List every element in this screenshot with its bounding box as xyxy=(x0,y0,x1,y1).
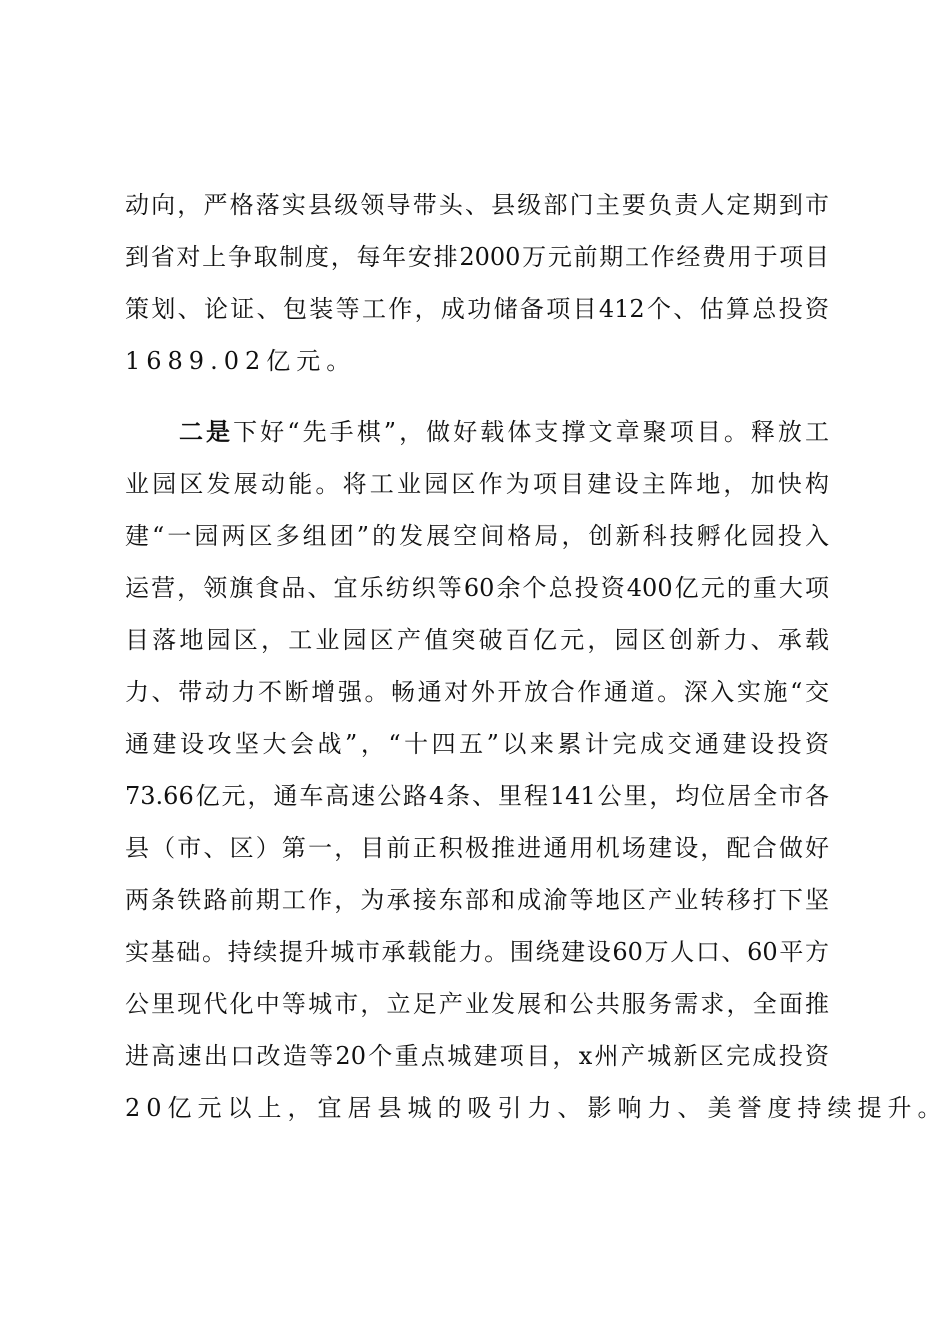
text-line: 业园区发展动能。将工业园区作为项目建设主阵地，加快构 xyxy=(125,470,829,498)
text-line: 目落地园区，工业园区产值突破百亿元，园区创新力、承载 xyxy=(125,626,829,654)
text-line: 策划、论证、包装等工作，成功储备项目412个、估算总投资 xyxy=(125,295,829,323)
text-line: 两条铁路前期工作，为承接东部和成渝等地区产业转移打下坚 xyxy=(125,886,829,914)
text-line-rest: 下好“先手棋”，做好载体支撑文章聚项目。释放工 xyxy=(233,418,829,446)
text-line: 73.66亿元，通车高速公路4条、里程141公里，均位居全市各 xyxy=(125,782,829,810)
document-page xyxy=(125,179,948,1134)
text-line: 县（市、区）第一，目前正积极推进通用机场建设，配合做好 xyxy=(125,834,829,862)
paragraph-2 xyxy=(125,406,948,1134)
text-line: 实基础。持续提升城市承载能力。围绕建设60万人口、60平方 xyxy=(125,938,829,966)
text-line: 到省对上争取制度，每年安排2000万元前期工作经费用于项目 xyxy=(125,243,829,271)
text-line: 建“一园两区多组团”的发展空间格局，创新科技孵化园投入 xyxy=(125,522,829,550)
text-line: 运营，领旗食品、宜乐纺织等60余个总投资400亿元的重大项 xyxy=(125,574,829,602)
text-line: 动向，严格落实县级领导带头、县级部门主要负责人定期到市 xyxy=(125,191,829,219)
text-line: 进高速出口改造等20个重点城建项目，x州产城新区完成投资 xyxy=(125,1042,829,1070)
paragraph-1 xyxy=(125,179,829,387)
paragraph-lead: 二是 xyxy=(179,417,234,446)
text-line: 公里现代化中等城市，立足产业发展和公共服务需求，全面推 xyxy=(125,990,829,1018)
text-line-first xyxy=(125,406,829,458)
text-line: 1689.02亿元。 xyxy=(125,347,357,375)
text-line: 通建设攻坚大会战”，“十四五”以来累计完成交通建设投资 xyxy=(125,730,829,758)
text-line: 20亿元以上，宜居县城的吸引力、影响力、美誉度持续提升。 xyxy=(125,1094,948,1122)
text-line: 力、带动力不断增强。畅通对外开放合作通道。深入实施“交 xyxy=(125,678,829,706)
